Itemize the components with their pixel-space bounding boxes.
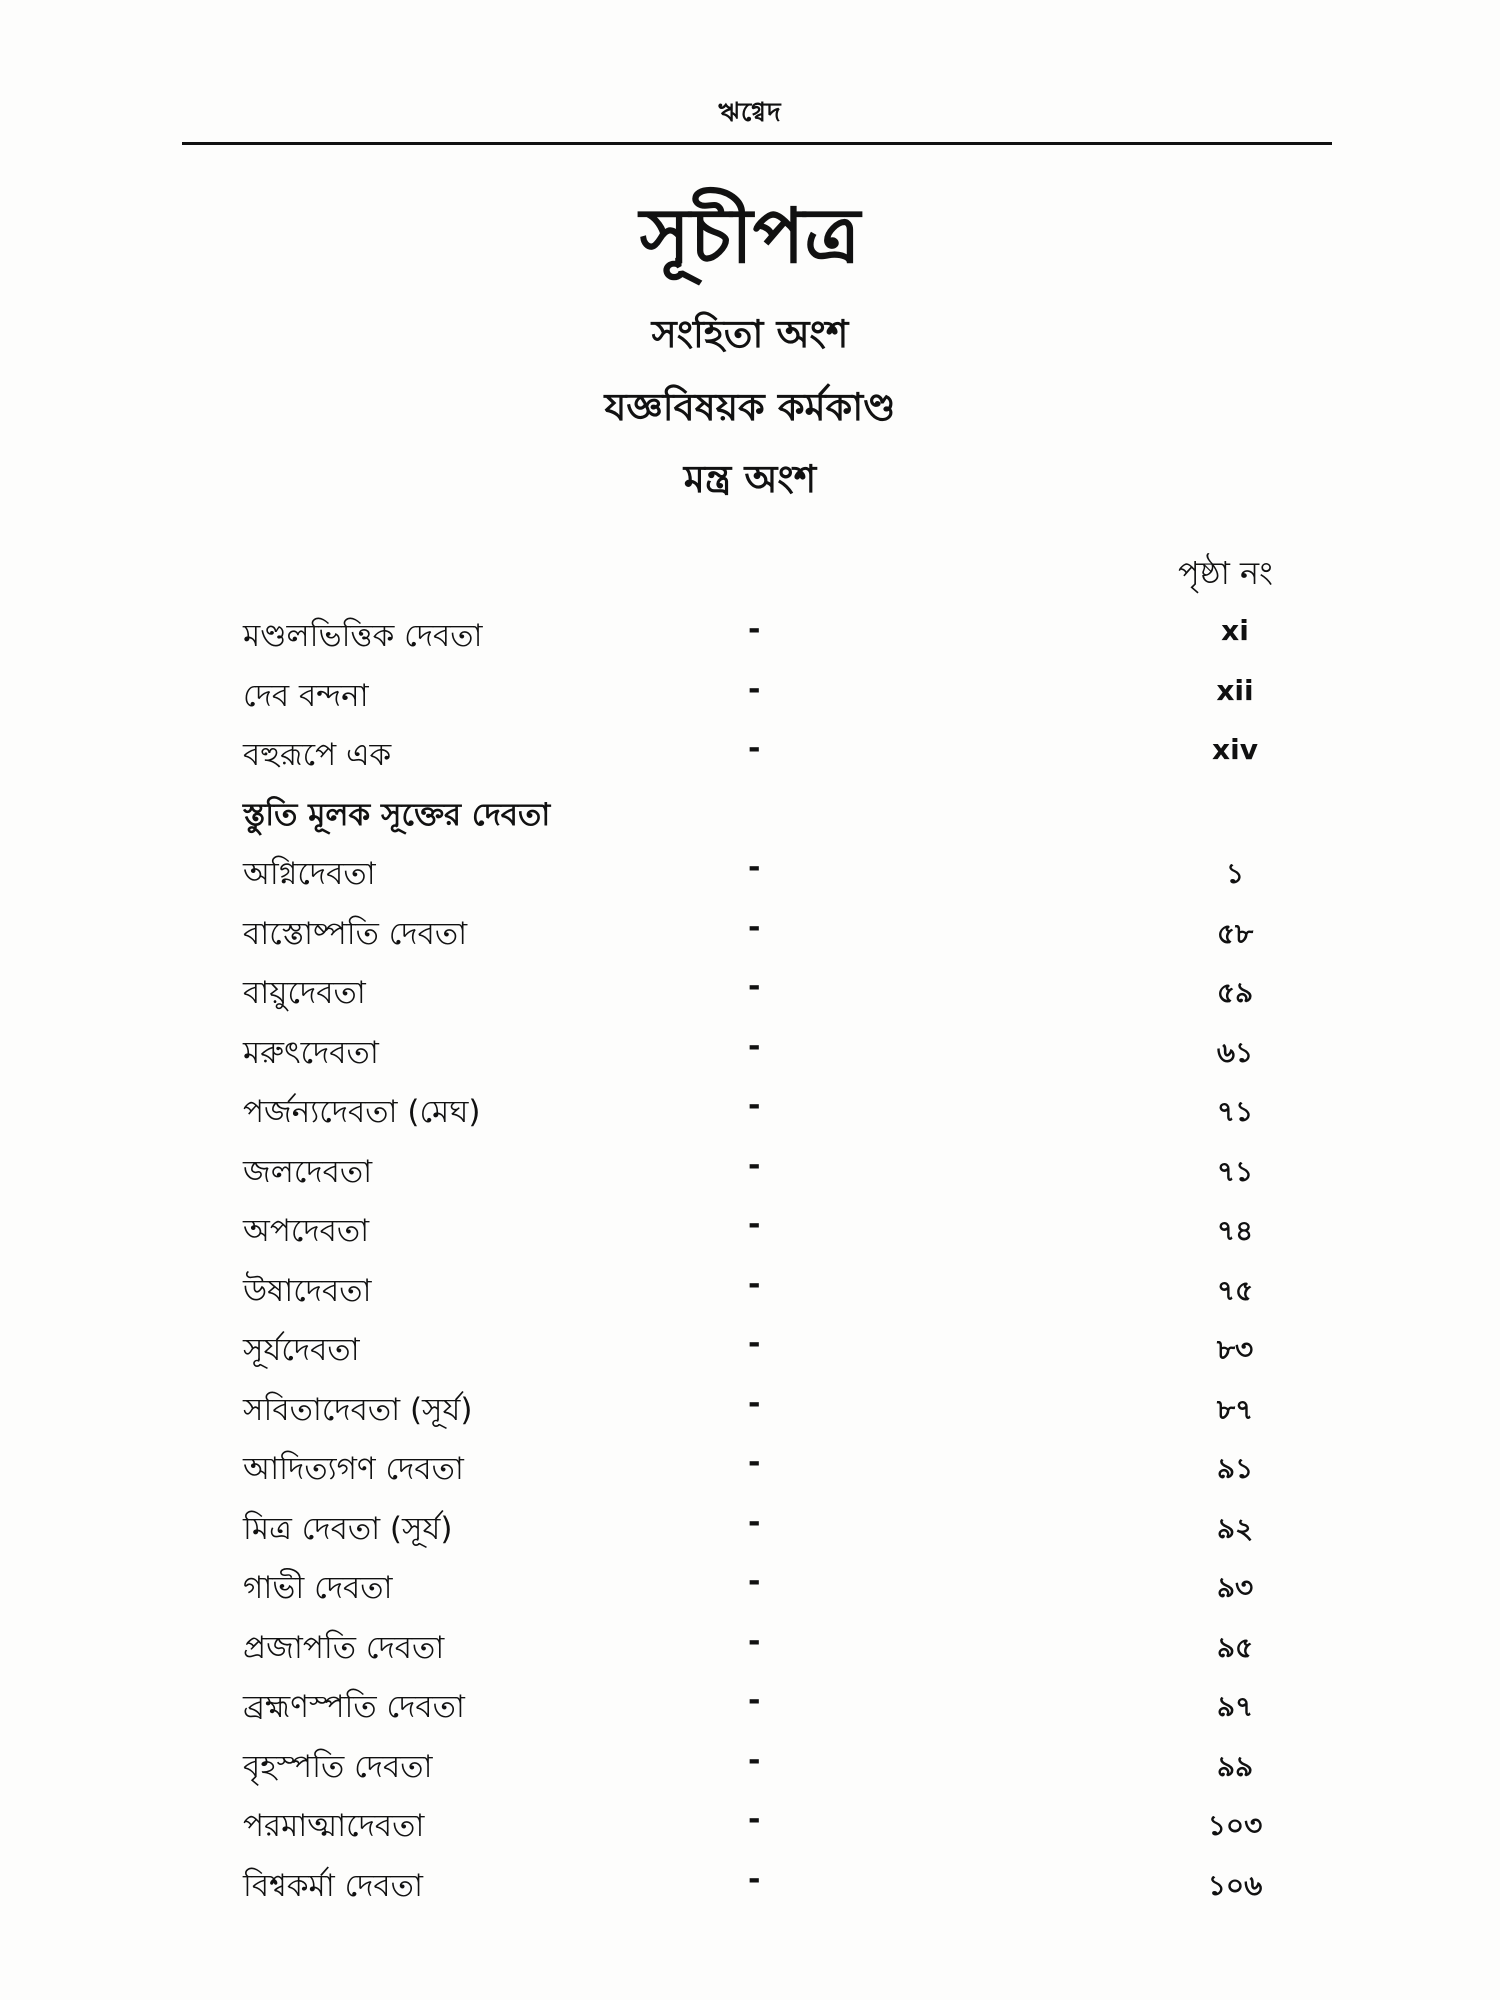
toc-row: [0, 1505, 1500, 1565]
toc-entry-page-number: ৭১: [1216, 1154, 1254, 1188]
toc-entry-title: দেব বন্দনা: [243, 677, 369, 714]
toc-entry-title: অগ্নিদেবতা: [243, 856, 376, 892]
toc-row: [0, 1326, 1500, 1386]
toc-entry-page-number: ৭১: [1216, 1095, 1254, 1128]
toc-entry-title: বায়ুদেবতা: [243, 975, 366, 1011]
subtitle-mantra: মন্ত্র অংশ: [683, 457, 817, 501]
toc-row: [0, 1445, 1500, 1505]
toc-entry-title: বহুরূপে এক: [243, 737, 392, 773]
toc-entry-page-number: ৮৭: [1216, 1392, 1254, 1426]
toc-entry-page-number: ৯৫: [1216, 1630, 1254, 1664]
toc-row: [0, 1207, 1500, 1267]
toc-entry-page-number: ৯২: [1216, 1511, 1254, 1545]
toc-entry-page-number: ৮৩: [1216, 1333, 1254, 1366]
toc-entry-page-number: ৭৫: [1216, 1273, 1254, 1307]
toc-entry-title: পর্জন্যদেবতা (মেঘ): [243, 1094, 481, 1130]
toc-entry-dash: -: [748, 731, 761, 766]
toc-entry-dash: -: [748, 1504, 761, 1540]
toc-entry-title: মিত্র দেবতা (সূর্য): [243, 1510, 453, 1547]
toc-row: [0, 731, 1500, 791]
toc-entry-title: অপদেবতা: [243, 1213, 370, 1249]
toc-entry-dash: -: [748, 850, 761, 885]
toc-entry-title: বৃহস্পতি দেবতা: [243, 1748, 433, 1785]
toc-entry-page-number: ৫৮: [1216, 916, 1254, 950]
toc-entry-title: ব্রহ্মণস্পতি দেবতা: [243, 1689, 465, 1725]
toc-entry-dash: -: [748, 1623, 761, 1659]
toc-entry-dash: -: [748, 1266, 761, 1302]
toc-row: [0, 910, 1500, 970]
toc-entry-page-number: ৯১: [1216, 1452, 1254, 1485]
toc-row: [0, 672, 1500, 732]
toc-entry-dash: -: [748, 1028, 761, 1064]
toc-entry-title: সূর্যদেবতা: [243, 1332, 360, 1368]
toc-entry-dash: -: [748, 1683, 761, 1718]
toc-entry-title: মণ্ডলভিত্তিক দেবতা: [243, 618, 483, 654]
toc-entry-dash: -: [748, 1564, 761, 1599]
toc-row: [0, 1267, 1500, 1327]
toc-entry-dash: -: [748, 1088, 761, 1123]
toc-entry-dash: -: [748, 1207, 761, 1242]
toc-entry-page-number: ৭৪: [1216, 1214, 1254, 1247]
toc-entry-dash: -: [748, 671, 761, 707]
subtitle-samhita: সংহিতা অংশ: [651, 312, 849, 356]
toc-entry-title: প্রজাপতি দেবতা: [243, 1629, 445, 1666]
toc-row: [0, 1029, 1500, 1089]
toc-entry-page-number: ১০৬: [1207, 1868, 1263, 1902]
toc-entry-dash: -: [748, 1742, 761, 1778]
toc-entry-dash: -: [748, 612, 761, 647]
toc-entry-dash: -: [748, 1445, 761, 1480]
page-number-column-header: পৃষ্ঠা নং: [1178, 554, 1273, 592]
toc-entry-title: পরমাত্মাদেবতা: [243, 1808, 425, 1844]
toc-entry-dash: -: [748, 1147, 761, 1183]
toc-entry-page-number: ৯৯: [1216, 1749, 1254, 1783]
toc-entry-page-number: ৫৯: [1216, 976, 1254, 1009]
toc-row: [0, 1088, 1500, 1148]
toc-row: [0, 1564, 1500, 1624]
page-title: সূচীপত্র: [639, 191, 861, 280]
toc-entry-title: উষাদেবতা: [243, 1272, 372, 1309]
toc-entry-page-number: ৬১: [1216, 1035, 1254, 1069]
toc-row: [0, 1624, 1500, 1684]
toc-entry-dash: -: [748, 1861, 761, 1897]
toc-entry-dash: -: [748, 909, 761, 945]
toc-entry-page-number: ১০৩: [1207, 1809, 1263, 1842]
toc-entry-title: বিশ্বকর্মা দেবতা: [243, 1867, 423, 1904]
toc-section-heading: স্তুতি মূলক সূক্তের দেবতা: [243, 796, 551, 833]
subtitle-karmakanda: যজ্ঞবিষয়ক কর্মকাণ্ড: [604, 385, 896, 429]
toc-entry-title: সবিতাদেবতা (সূর্য): [243, 1391, 473, 1428]
toc-entry-page-number: xi: [1221, 614, 1249, 647]
running-header: ঋগ্বেদ: [718, 98, 782, 128]
toc-entry-title: মরুৎদেবতা: [243, 1034, 379, 1071]
toc-entry-page-number: xiv: [1212, 733, 1258, 766]
toc-row: [0, 1148, 1500, 1208]
toc-entry-title: গাভী দেবতা: [243, 1570, 393, 1606]
toc-row: [0, 612, 1500, 672]
toc-row: [0, 1802, 1500, 1862]
toc-entry-dash: -: [748, 1385, 761, 1421]
toc-entry-dash: -: [748, 1802, 761, 1837]
toc-row: [0, 969, 1500, 1029]
toc-row: [0, 1862, 1500, 1922]
toc-entry-dash: -: [748, 1326, 761, 1361]
toc-entry-page-number: ৯৭: [1216, 1690, 1254, 1723]
toc-entry-title: জলদেবতা: [243, 1153, 373, 1190]
toc-entry-page-number: xii: [1216, 673, 1254, 707]
toc-entry-page-number: ৯৩: [1216, 1571, 1254, 1604]
toc-row: [0, 1683, 1500, 1743]
toc-row: [0, 791, 1500, 851]
toc-row: [0, 1386, 1500, 1446]
toc-row: [0, 1743, 1500, 1803]
toc-entry-page-number: ১: [1225, 857, 1245, 890]
toc-row: [0, 850, 1500, 910]
toc-entry-dash: -: [748, 969, 761, 1004]
toc-entry-title: বাস্তোষ্পতি দেবতা: [243, 915, 468, 952]
toc-entry-title: আদিত্যগণ দেবতা: [243, 1451, 464, 1487]
